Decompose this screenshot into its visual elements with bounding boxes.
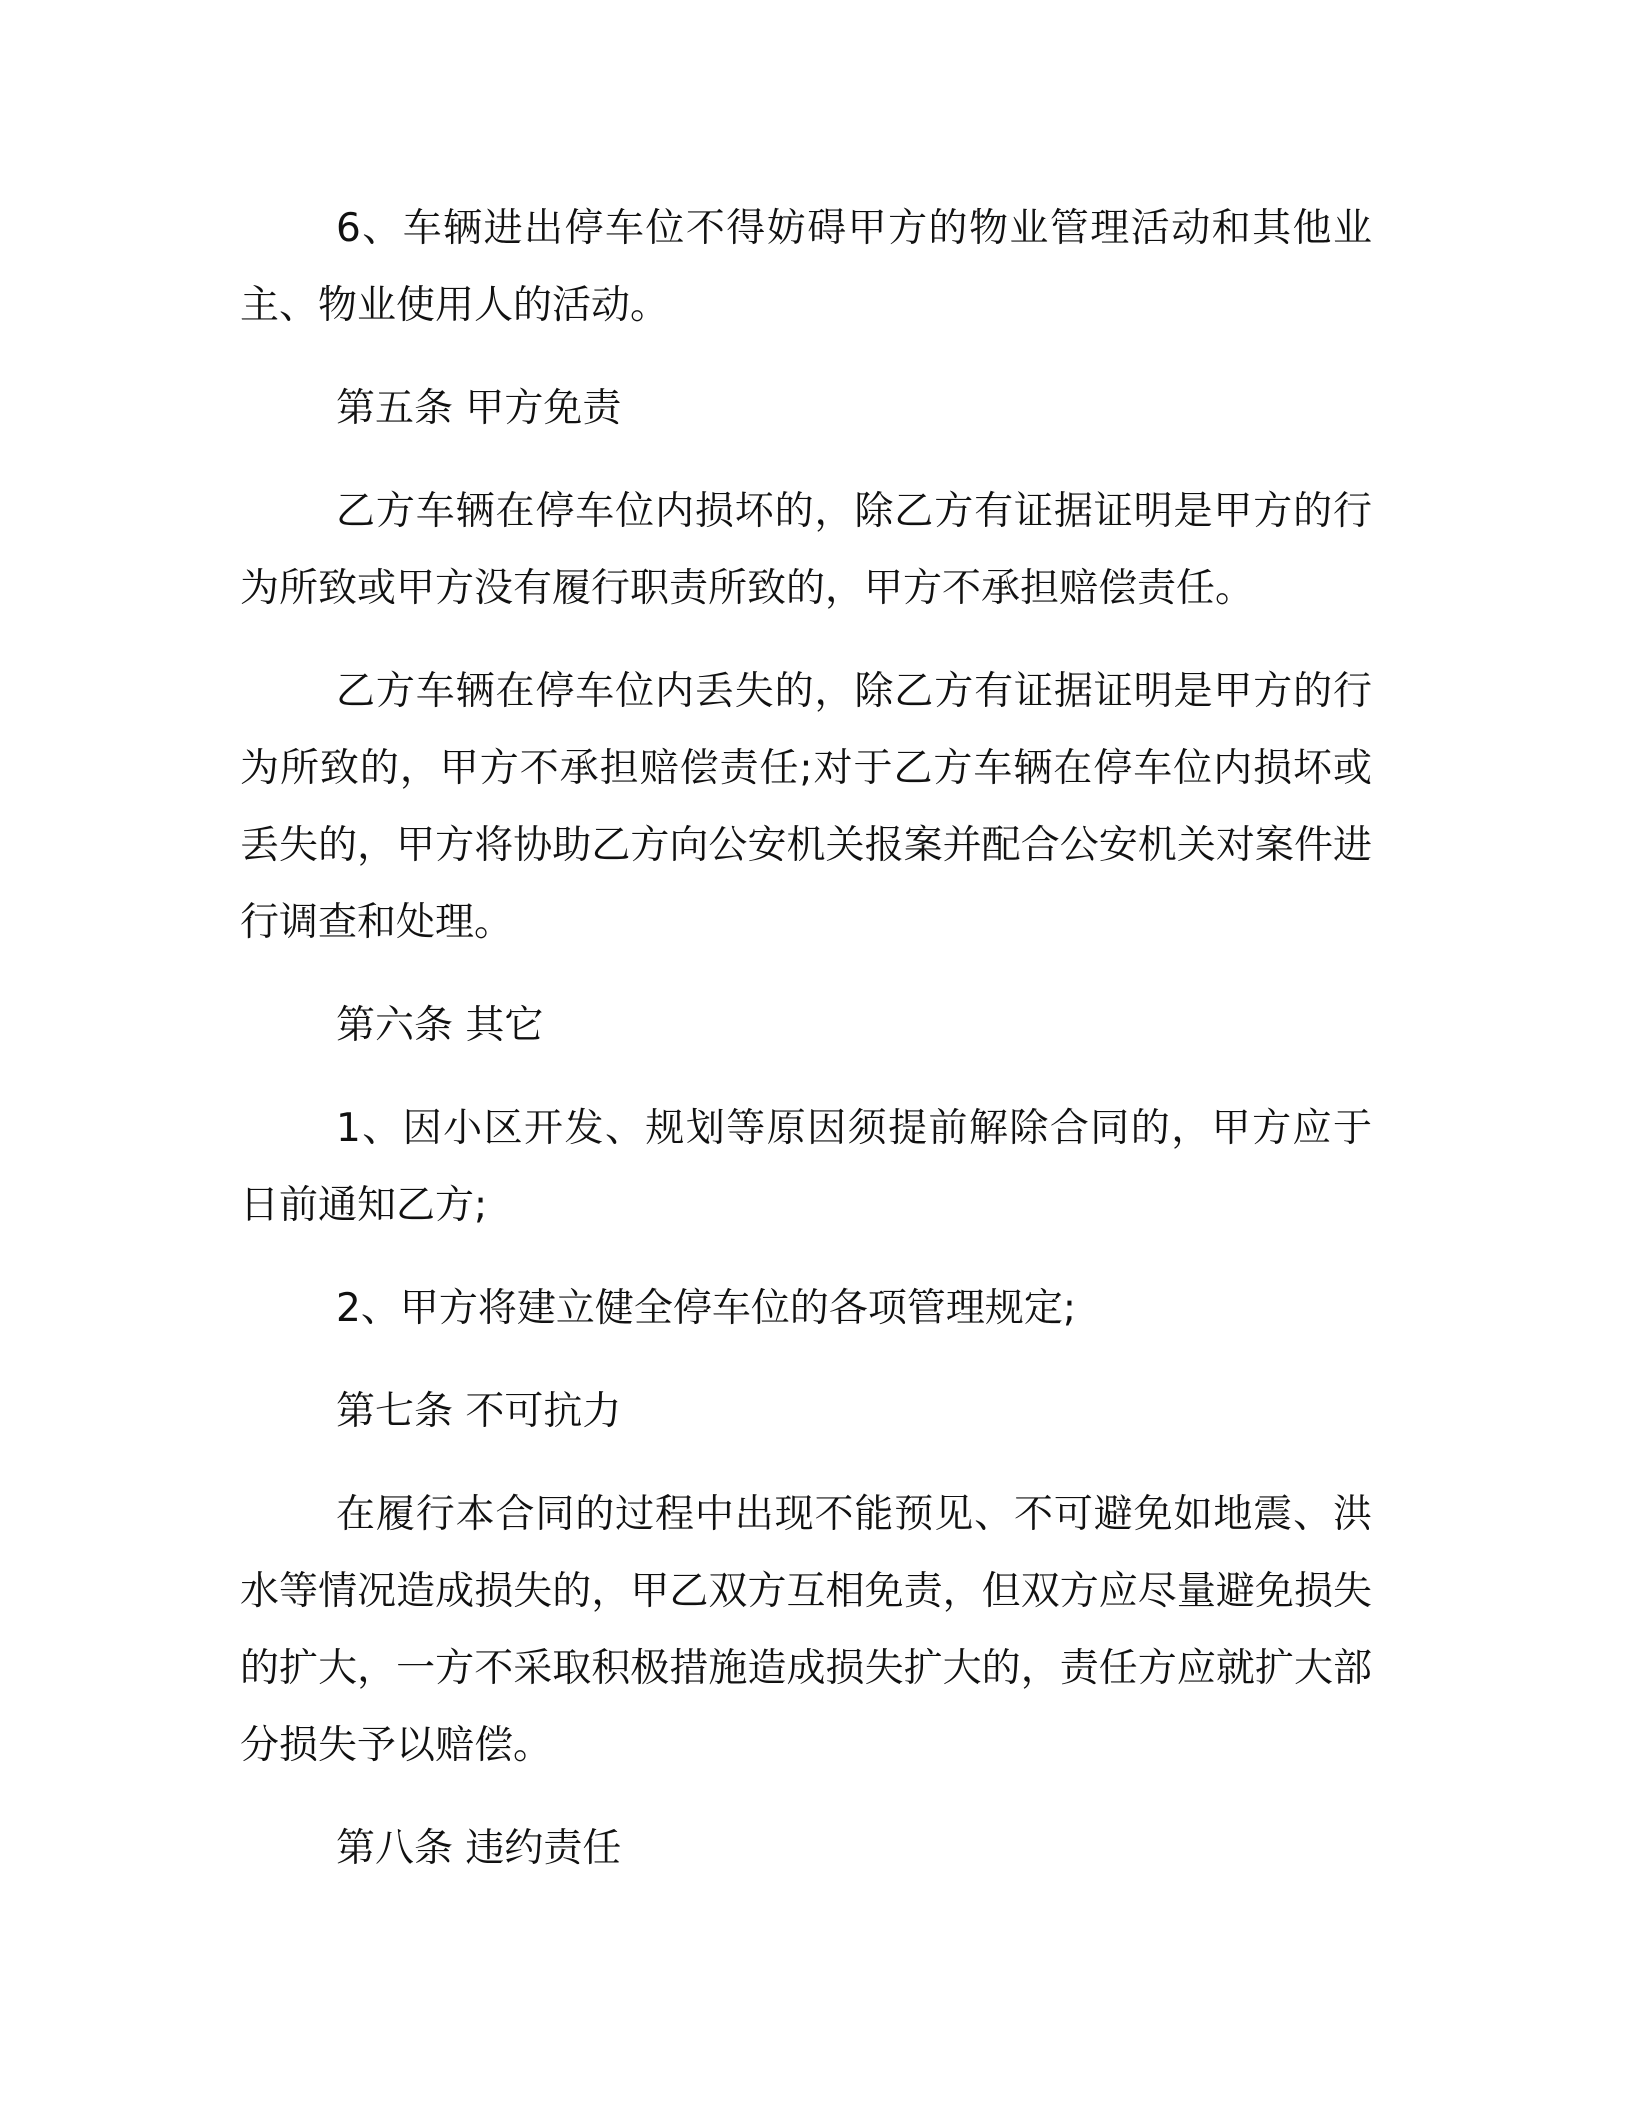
article-5-paragraph-loss: 乙方车辆在停车位内丢失的，除乙方有证据证明是甲方的行为所致的，甲方不承担赔偿责任;对于乙方车辆在停车位内损坏或丢失的，甲方将协助乙方向公安机关报案并配合公安机关对案件进行调查和处理。 (240, 669, 1372, 945)
article-5-paragraph-damage: 乙方车辆在停车位内损坏的，除乙方有证据证明是甲方的行为所致或甲方没有履行职责所致的，甲方不承担赔偿责任。 (240, 489, 1372, 611)
document-page (240, 190, 1372, 1913)
article-6-item-2: 2、甲方将建立健全停车位的各项管理规定; (336, 1286, 1076, 1331)
article-7-heading: 第七条 不可抗力 (336, 1389, 622, 1434)
article-6-item-1: 1、因小区开发、规划等原因须提前解除合同的，甲方应于日前通知乙方; (240, 1106, 1372, 1228)
article-7-paragraph: 在履行本合同的过程中出现不能预见、不可避免如地震、洪水等情况造成损失的，甲乙双方互相免责，但双方应尽量避免损失的扩大，一方不采取积极措施造成损失扩大的，责任方应就扩大部分损失予以赔偿。 (240, 1492, 1372, 1768)
article-5-heading: 第五条 甲方免责 (336, 386, 622, 431)
article-6-heading: 第六条 其它 (336, 1003, 544, 1048)
clause-item-6: 6、车辆进出停车位不得妨碍甲方的物业管理活动和其他业主、物业使用人的活动。 (240, 206, 1372, 328)
article-8-heading: 第八条 违约责任 (336, 1826, 622, 1871)
